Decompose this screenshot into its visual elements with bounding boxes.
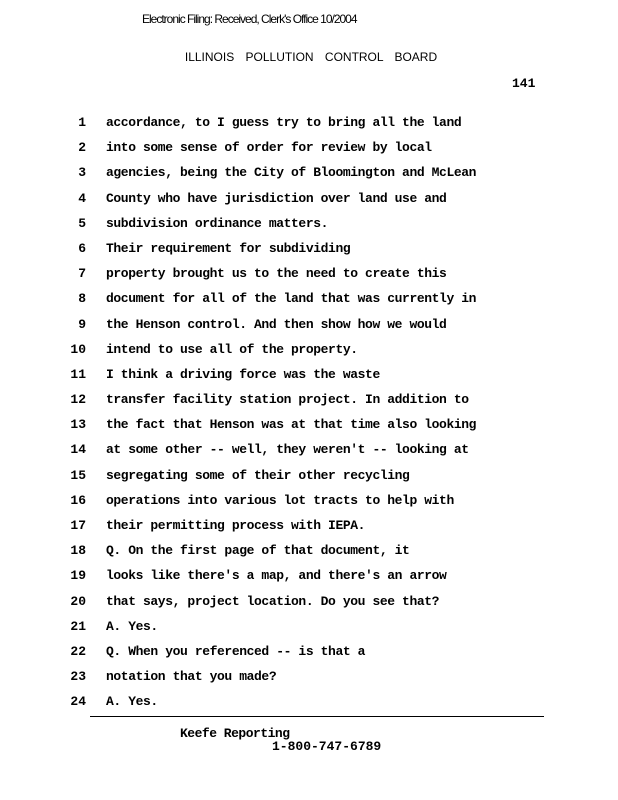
line-text: property brought us to the need to create this bbox=[106, 266, 447, 282]
transcript-line bbox=[0, 639, 618, 664]
line-number: 5 bbox=[78, 215, 86, 231]
line-number: 8 bbox=[78, 291, 86, 307]
line-text: into some sense of order for review by local bbox=[106, 140, 432, 156]
transcript-line bbox=[0, 614, 618, 639]
transcript-line bbox=[0, 261, 618, 286]
line-number: 6 bbox=[78, 240, 86, 256]
line-text: I think a driving force was the waste bbox=[106, 366, 380, 382]
line-number: 4 bbox=[78, 190, 86, 206]
line-number: 12 bbox=[70, 392, 86, 408]
transcript-line bbox=[0, 463, 618, 488]
footer-divider bbox=[90, 716, 544, 717]
transcript-line bbox=[0, 513, 618, 538]
line-number: 3 bbox=[78, 165, 86, 181]
line-text: the Henson control. And then show how we would bbox=[106, 316, 447, 332]
transcript-line bbox=[0, 337, 618, 362]
transcript-line bbox=[0, 135, 618, 160]
line-text: Q. On the first page of that document, it bbox=[106, 543, 410, 559]
filing-stamp: Electronic Filing: Received, Clerk's Office 10/2004 bbox=[142, 12, 357, 26]
line-number: 18 bbox=[70, 543, 86, 559]
line-number: 23 bbox=[70, 669, 86, 685]
line-number: 9 bbox=[78, 316, 86, 332]
line-text: intend to use all of the property. bbox=[106, 341, 358, 357]
line-number: 1 bbox=[78, 115, 86, 130]
transcript-line bbox=[0, 689, 618, 714]
line-number: 10 bbox=[70, 341, 86, 357]
transcript-line bbox=[0, 211, 618, 236]
transcript-line bbox=[0, 160, 618, 185]
transcript-line bbox=[0, 437, 618, 462]
line-text: operations into various lot tracts to help with bbox=[106, 492, 454, 508]
line-text: looks like there's a map, and there's an arrow bbox=[106, 568, 447, 584]
line-number: 16 bbox=[70, 492, 86, 508]
line-number: 21 bbox=[70, 618, 86, 634]
line-text: subdivision ordinance matters. bbox=[106, 215, 329, 231]
line-number: 20 bbox=[70, 593, 86, 609]
transcript-line bbox=[0, 412, 618, 437]
line-text: Their requirement for subdividing bbox=[106, 240, 351, 256]
line-text: at some other -- well, they weren't -- looking at bbox=[106, 442, 469, 458]
line-number: 19 bbox=[70, 568, 86, 584]
transcript-line bbox=[0, 488, 618, 513]
transcript-line bbox=[0, 110, 618, 135]
line-text: County who have jurisdiction over land use and bbox=[106, 190, 447, 206]
transcript-line bbox=[0, 538, 618, 563]
line-text: their permitting process with IEPA. bbox=[106, 518, 366, 533]
line-text: agencies, being the City of Bloomington and McLean bbox=[106, 165, 477, 181]
transcript-line bbox=[0, 664, 618, 689]
line-text: notation that you made? bbox=[106, 669, 277, 685]
line-text: the fact that Henson was at that time also looking bbox=[106, 417, 477, 433]
line-number: 24 bbox=[70, 694, 86, 710]
reporter-phone: 1-800-747-6789 bbox=[272, 739, 382, 754]
line-number: 22 bbox=[70, 643, 86, 659]
line-number: 2 bbox=[78, 140, 86, 156]
line-number: 7 bbox=[78, 266, 86, 282]
transcript-line bbox=[0, 286, 618, 311]
line-text: document for all of the land that was currently in bbox=[106, 291, 477, 307]
transcript-line bbox=[0, 312, 618, 337]
transcript-line bbox=[0, 362, 618, 387]
line-number: 14 bbox=[70, 442, 86, 458]
line-text: accordance, to I guess try to bring all the land bbox=[106, 115, 462, 130]
line-text: transfer facility station project. In addition to bbox=[106, 392, 469, 408]
transcript-line bbox=[0, 236, 618, 261]
board-title: ILLINOIS POLLUTION CONTROL BOARD bbox=[184, 50, 438, 64]
line-text: segregating some of their other recycling bbox=[106, 467, 410, 483]
line-text: Q. When you referenced -- is that a bbox=[106, 643, 366, 659]
line-text: A. Yes. bbox=[106, 694, 158, 710]
line-number: 17 bbox=[70, 518, 86, 533]
line-text: A. Yes. bbox=[106, 618, 158, 634]
transcript-lines bbox=[0, 110, 618, 715]
transcript-line bbox=[0, 387, 618, 412]
transcript-line bbox=[0, 589, 618, 614]
line-text: that says, project location. Do you see that? bbox=[106, 593, 440, 609]
line-number: 15 bbox=[70, 467, 86, 483]
transcript-line bbox=[0, 186, 618, 211]
reporter-company: Keefe Reporting bbox=[180, 726, 290, 741]
transcript-line bbox=[0, 563, 618, 588]
line-number: 13 bbox=[70, 417, 86, 433]
page-number: 141 bbox=[512, 76, 536, 91]
line-number: 11 bbox=[70, 366, 86, 382]
